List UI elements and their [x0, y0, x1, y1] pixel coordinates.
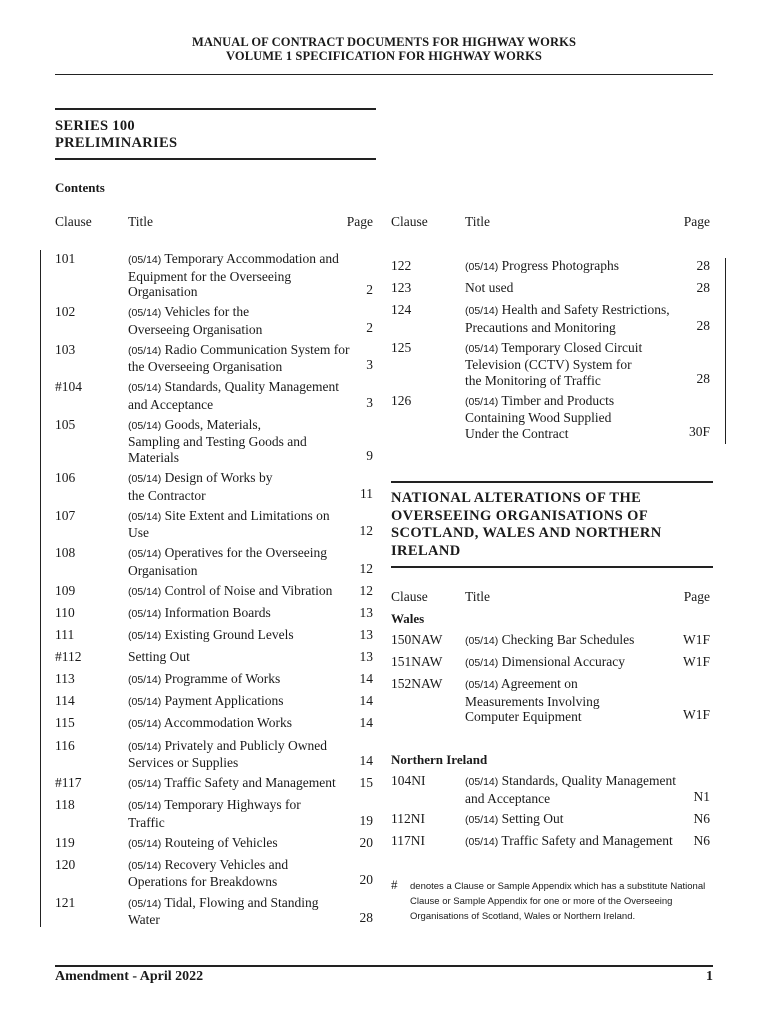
clause-title-line: Organisation	[128, 562, 198, 578]
clause-number: 119	[55, 834, 75, 850]
left-title-heading: Title	[128, 214, 154, 229]
contents-entry	[55, 470, 373, 501]
right-change-bar	[725, 258, 726, 444]
amendment-date-prefix: (05/14)	[128, 630, 162, 642]
clause-title-line: the Contractor	[128, 487, 206, 503]
clause-title	[465, 393, 614, 442]
clause-title-line: Setting Out	[128, 649, 190, 665]
clause-title	[465, 833, 673, 851]
contents-entry	[391, 393, 710, 440]
clause-number: 151NAW	[391, 654, 443, 669]
contents-entry	[55, 835, 373, 851]
page-reference: W1F	[683, 632, 710, 647]
page-reference: 3	[366, 357, 373, 373]
amendment-date-prefix: (05/14)	[465, 305, 499, 318]
page-reference: 28	[696, 280, 710, 296]
amendment-date-prefix: (05/14)	[128, 607, 162, 620]
clause-title-line: Materials	[128, 449, 179, 465]
clause-title	[128, 835, 278, 853]
amendment-date-prefix: (05/14)	[465, 261, 499, 273]
contents-label: Contents	[55, 180, 105, 195]
clause-number: 113	[55, 671, 75, 687]
amendment-date-prefix: (05/14)	[128, 473, 162, 485]
national-page-heading: Page	[683, 589, 710, 604]
national-heading-line: NATIONAL ALTERATIONS OF THE	[391, 490, 642, 506]
page-reference: 15	[359, 775, 373, 791]
contents-entry	[391, 676, 710, 723]
clause-title-line: Operations for Breakdowns	[128, 874, 278, 890]
amendment-date-prefix: (05/14)	[465, 342, 499, 355]
page-reference: 28	[696, 258, 710, 273]
clause-title-line: Measurements Involving	[465, 693, 600, 709]
clause-title-line: Payment Applications	[164, 693, 284, 709]
amendment-date-prefix: (05/14)	[465, 635, 499, 647]
clause-title-line: Dimensional Accuracy	[501, 654, 625, 669]
clause-title-line: Temporary Highways for	[164, 797, 301, 813]
contents-entry	[55, 508, 373, 539]
clause-title-line: Services or Supplies	[128, 755, 239, 770]
clause-number: 116	[55, 737, 75, 753]
hash-symbol: #	[391, 877, 398, 892]
page-reference: 28	[696, 317, 710, 333]
contents-entry	[55, 417, 373, 464]
clause-title-line: Privately and Publicly Owned	[164, 737, 328, 753]
page-reference: N1	[693, 788, 710, 804]
amendment-date-prefix: (05/14)	[128, 800, 162, 813]
contents-entry	[55, 895, 373, 926]
clause-title	[465, 773, 676, 806]
page-reference: 12	[359, 582, 373, 598]
clause-title-line: Existing Ground Levels	[164, 627, 294, 642]
clause-title-line: Computer Equipment	[465, 709, 582, 724]
clause-title	[465, 632, 634, 650]
page-reference: 30F	[688, 423, 710, 439]
clause-title	[128, 627, 294, 645]
clause-title-line: Use	[128, 525, 149, 541]
national-heading-line: OVERSEEING ORGANISATIONS OF	[391, 507, 649, 524]
page-reference: 3	[366, 394, 373, 410]
clause-title-line: the Overseeing Organisation	[128, 359, 283, 375]
clause-title	[128, 508, 330, 541]
page-reference: W1F	[683, 707, 710, 722]
clause-number: 112NI	[391, 810, 425, 826]
header-rule	[55, 74, 713, 75]
amendment-date-prefix: (05/14)	[128, 837, 162, 850]
national-heading-line: SCOTLAND, WALES AND NORTHERN	[391, 525, 662, 541]
contents-entry	[391, 632, 710, 648]
clause-title	[465, 654, 625, 672]
clause-title	[128, 545, 327, 578]
clause-title-line: Temporary Closed Circuit	[501, 339, 643, 355]
page-reference: W1F	[683, 654, 710, 669]
amendment-date-prefix: (05/14)	[465, 835, 499, 848]
clause-number: 109	[55, 582, 76, 598]
clause-title-line: Equipment for the Overseeing	[128, 268, 292, 284]
clause-title	[128, 738, 327, 771]
clause-title-line: Accommodation Works	[163, 715, 292, 731]
series-bottom-rule	[55, 158, 376, 160]
clause-title-line: Containing Wood Supplied	[465, 410, 612, 426]
clause-title	[128, 470, 272, 503]
contents-entry	[55, 649, 373, 665]
clause-number: 107	[55, 507, 76, 523]
clause-title-line: Overseeing Organisation	[128, 321, 263, 337]
clause-title-line: Under the Contract	[465, 425, 569, 441]
page-reference: 13	[359, 627, 373, 642]
clause-title-line: the Monitoring of Traffic	[465, 372, 601, 388]
clause-title-line: and Acceptance	[465, 790, 551, 806]
amendment-date-prefix: (05/14)	[128, 419, 162, 432]
right-page-heading: Page	[683, 214, 710, 229]
contents-entry	[391, 811, 710, 827]
clause-title-line: Setting Out	[501, 810, 564, 826]
national-title-heading: Title	[465, 589, 491, 604]
amendment-date-prefix: (05/14)	[128, 740, 162, 753]
clause-title	[128, 605, 271, 623]
clause-title-line: Control of Noise and Vibration	[164, 582, 333, 598]
amendment-date-prefix: (05/14)	[128, 674, 162, 687]
document-title-line1: MANUAL OF CONTRACT DOCUMENTS FOR HIGHWAY WORKS	[191, 35, 577, 49]
clause-title	[128, 251, 339, 300]
clause-number: 108	[55, 545, 76, 561]
clause-number: 125	[391, 339, 412, 355]
page-reference: 14	[359, 753, 373, 768]
contents-entry	[55, 605, 373, 621]
right-clause-heading: Clause	[391, 214, 428, 229]
contents-entry	[55, 671, 373, 687]
northern-ireland-subheading: Northern Ireland	[391, 752, 488, 767]
amendment-label: Amendment - April 2022	[55, 969, 204, 984]
clause-title-line: Progress Photographs	[501, 258, 620, 273]
clause-title-line: Timber and Products	[501, 392, 615, 408]
contents-entry	[391, 258, 710, 274]
clause-title	[128, 797, 301, 830]
clause-number: 102	[55, 304, 76, 320]
clause-title-line: Water	[128, 912, 160, 927]
contents-entry	[55, 857, 373, 888]
contents-entry	[55, 738, 373, 769]
page-reference: 13	[359, 649, 373, 665]
clause-title	[465, 280, 513, 296]
clause-number: 150NAW	[391, 632, 443, 647]
amendment-date-prefix: (05/14)	[128, 859, 162, 872]
clause-title-line: Traffic	[128, 814, 165, 830]
page-reference: 14	[359, 715, 373, 731]
page-reference: 11	[360, 485, 373, 501]
clause-number: 124	[391, 302, 412, 318]
contents-entry	[391, 773, 710, 804]
clause-title-line: Sampling and Testing Goods and	[128, 434, 307, 450]
clause-title	[128, 342, 350, 375]
clause-title-line: Temporary Accommodation and	[164, 251, 339, 266]
contents-entry	[55, 251, 373, 298]
amendment-date-prefix: (05/14)	[465, 776, 499, 788]
clause-title-line: Design of Works by	[164, 470, 273, 485]
clause-number: 101	[55, 251, 76, 266]
clause-number: 110	[55, 604, 75, 620]
page-reference: 19	[359, 812, 373, 828]
clause-title-line: Goods, Materials,	[164, 416, 262, 432]
page-reference: 13	[359, 604, 373, 620]
amendment-date-prefix: (05/14)	[128, 548, 162, 561]
clause-title-line: Programme of Works	[164, 671, 281, 687]
clause-title-line: Standards, Quality Management	[164, 379, 339, 395]
contents-entry	[55, 627, 373, 643]
series-number: SERIES 100	[55, 118, 135, 134]
amendment-date-prefix: (05/14)	[465, 657, 499, 669]
clause-title-line: Information Boards	[164, 604, 271, 620]
amendment-date-prefix: (05/14)	[465, 679, 499, 691]
contents-entry	[55, 775, 373, 791]
footer-rule	[55, 965, 713, 967]
page-reference: N6	[693, 832, 710, 848]
contents-entry	[391, 340, 710, 387]
clause-number: 115	[55, 715, 75, 731]
clause-title	[128, 649, 190, 665]
clause-title-line: Health and Safety Restrictions,	[501, 302, 670, 318]
clause-title-line: Site Extent and Limitations on	[164, 507, 330, 523]
clause-number: #112	[55, 649, 82, 665]
series-heading	[55, 118, 177, 152]
clause-title	[128, 715, 292, 733]
contents-entry	[55, 715, 373, 731]
page-reference: 20	[359, 872, 373, 888]
page-number: 1	[706, 969, 713, 984]
clause-title	[128, 379, 339, 412]
series-title: PRELIMINARIES	[55, 135, 178, 151]
page-reference: 2	[366, 319, 373, 335]
clause-number: 114	[55, 693, 75, 709]
clause-title	[128, 304, 262, 337]
page-reference: 14	[359, 693, 373, 709]
clause-title-line: Traffic Safety and Management	[164, 775, 336, 791]
clause-title-line: Precautions and Monitoring	[465, 319, 616, 335]
contents-entry	[55, 379, 373, 410]
clause-title	[128, 857, 288, 890]
clause-title-line: Radio Communication System for	[164, 341, 350, 357]
page-reference: 12	[359, 523, 373, 539]
clause-title	[128, 895, 318, 928]
clause-title	[128, 583, 332, 601]
page-reference: 9	[366, 447, 373, 463]
contents-entry	[55, 304, 373, 335]
national-alterations-heading	[391, 490, 721, 560]
contents-entry	[55, 693, 373, 709]
amendment-date-prefix: (05/14)	[128, 254, 162, 266]
left-change-bar	[40, 250, 41, 927]
clause-title-line: Standards, Quality Management	[501, 773, 676, 788]
contents-entry	[55, 545, 373, 576]
contents-entry	[55, 342, 373, 373]
contents-entry	[391, 833, 710, 849]
clause-title	[465, 676, 600, 725]
clause-number: 120	[55, 856, 76, 872]
clause-title-line: Traffic Safety and Management	[501, 832, 673, 848]
page-reference: N6	[693, 810, 710, 826]
contents-entry	[391, 654, 710, 670]
national-bottom-rule	[391, 566, 713, 568]
clause-title	[128, 417, 307, 466]
national-top-rule	[391, 481, 713, 483]
clause-title-line: and Acceptance	[128, 396, 214, 412]
contents-entry	[391, 280, 710, 296]
clause-number: 104NI	[391, 773, 426, 788]
wales-subheading: Wales	[391, 611, 425, 626]
contents-entry	[391, 302, 710, 333]
clause-number: 103	[55, 341, 76, 357]
clause-number: 126	[391, 392, 412, 408]
amendment-date-prefix: (05/14)	[128, 382, 162, 395]
contents-entry	[55, 797, 373, 828]
footnote-text: denotes a Clause or Sample Appendix which has a substitute National Clause or Sample Appendix for one or more of the Overseeing Organisations of Scotland, Wales or Northern Ireland.	[410, 881, 706, 922]
left-page-heading: Page	[346, 214, 373, 229]
clause-title	[128, 775, 336, 793]
amendment-date-prefix: (05/14)	[128, 778, 162, 791]
amendment-date-prefix: (05/14)	[128, 696, 162, 709]
clause-number: 121	[55, 894, 76, 910]
amendment-date-prefix: (05/14)	[465, 395, 499, 408]
page-reference: 28	[359, 910, 373, 925]
clause-title	[128, 671, 280, 689]
clause-number: #104	[55, 379, 82, 395]
page-reference: 12	[359, 560, 373, 576]
amendment-date-prefix: (05/14)	[128, 307, 162, 320]
amendment-date-prefix: (05/14)	[128, 585, 162, 598]
clause-number: 152NAW	[391, 676, 443, 691]
amendment-date-prefix: (05/14)	[128, 897, 162, 910]
amendment-date-prefix: (05/14)	[128, 718, 162, 731]
page-reference: 28	[696, 370, 710, 386]
amendment-date-prefix: (05/14)	[128, 510, 162, 523]
clause-number: 106	[55, 470, 76, 485]
series-top-rule	[55, 108, 376, 110]
clause-title-line: Organisation	[128, 284, 198, 299]
clause-title-line: Checking Bar Schedules	[501, 632, 635, 647]
clause-title-line: Television (CCTV) System for	[465, 357, 632, 373]
clause-title	[465, 302, 670, 335]
left-clause-heading: Clause	[55, 214, 92, 229]
clause-title-line: Tidal, Flowing and Standing	[164, 894, 319, 910]
clause-number: 117NI	[391, 832, 425, 848]
clause-title	[465, 258, 619, 276]
clause-number: 105	[55, 416, 76, 432]
national-clause-heading: Clause	[391, 589, 428, 604]
page-reference: 2	[366, 282, 373, 297]
clause-title-line: Operatives for the Overseeing	[164, 545, 327, 561]
contents-entry	[55, 583, 373, 599]
clause-title	[465, 811, 564, 829]
clause-title	[128, 693, 284, 711]
right-title-heading: Title	[465, 214, 491, 229]
clause-title-line: Recovery Vehicles and	[164, 856, 289, 872]
clause-title-line: Not used	[465, 280, 514, 296]
clause-title	[465, 340, 642, 389]
clause-number: 123	[391, 280, 412, 296]
clause-number: 118	[55, 797, 75, 813]
document-title-line2: VOLUME 1 SPECIFICATION FOR HIGHWAY WORKS	[226, 49, 542, 63]
clause-number: 122	[391, 258, 412, 273]
clause-title-line: Agreement on	[500, 676, 578, 691]
amendment-date-prefix: (05/14)	[128, 344, 162, 357]
clause-number: 111	[55, 627, 75, 642]
page-reference: 14	[359, 671, 373, 687]
clause-number: #117	[55, 775, 82, 791]
clause-title-line: Routeing of Vehicles	[164, 834, 278, 850]
clause-title-line: Vehicles for the	[164, 304, 250, 320]
national-heading-line: IRELAND	[391, 542, 461, 559]
amendment-date-prefix: (05/14)	[465, 813, 499, 826]
page-reference: 20	[359, 834, 373, 850]
